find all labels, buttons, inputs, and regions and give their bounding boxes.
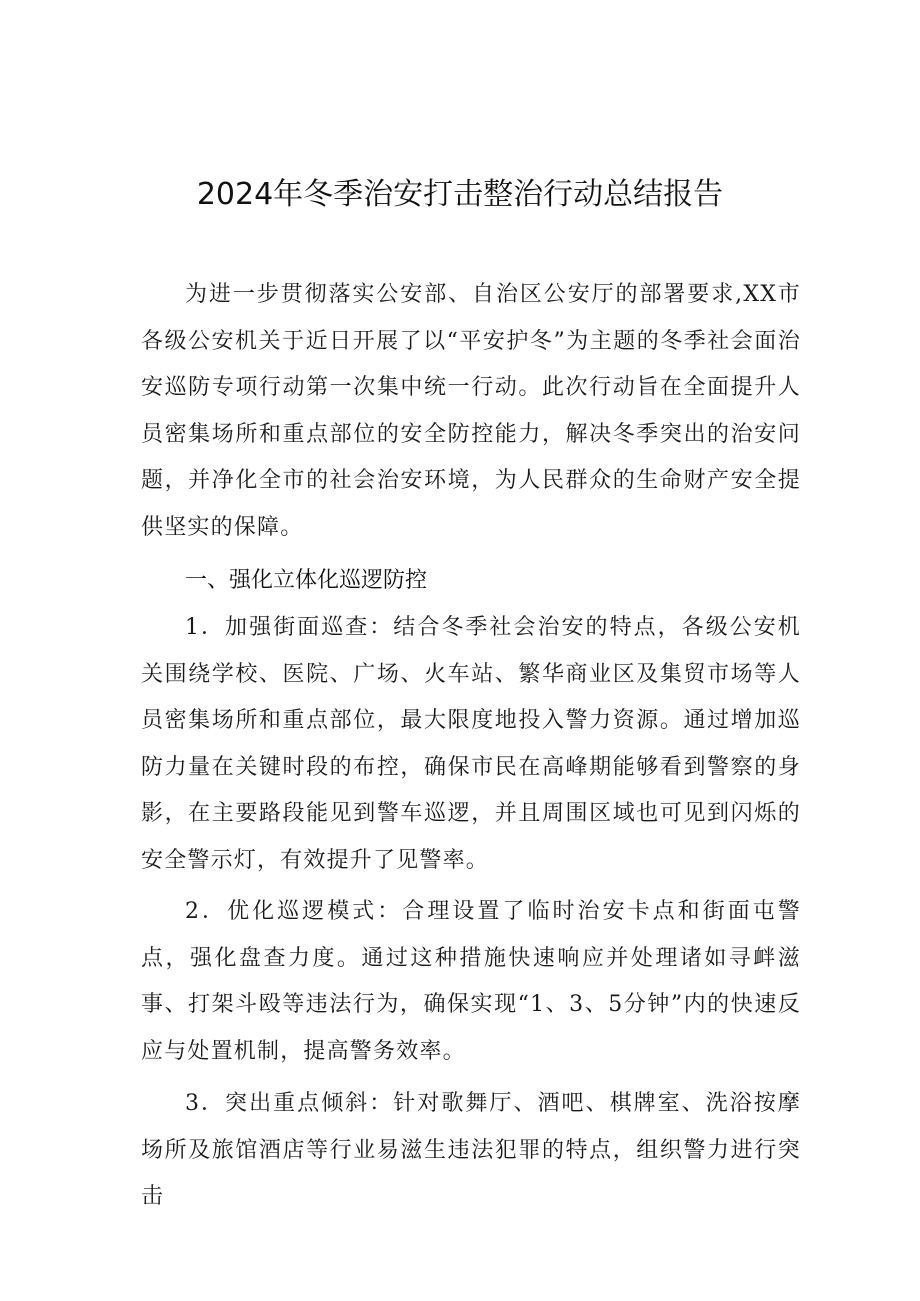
paragraph-item-3: 3．突出重点倾斜：针对歌舞厅、酒吧、棋牌室、洗浴按摩场所及旅馆酒店等行业易滋生违法犯罪的特点，组织警力进行突击 [141,1091,801,1209]
paragraph-item-2: 2．优化巡逻模式：合理设置了临时治安卡点和街面屯警点，强化盘查力度。通过这种措施快速响应并处理诸如寻衅滋事、打架斗殴等违法行为，确保实现“1、3、5分钟”内的快速反应与处置机制，提高警务效率。 [141,899,801,1064]
section-heading: 一、强化立体化巡逻防控 [185,568,428,593]
paragraph-item-1: 1．加强街面巡查：结合冬季社会治安的特点，各级公安机关围绕学校、医院、广场、火车站、繁华商业区及集贸市场等人员密集场所和重点部位，最大限度地投入警力资源。通过增加巡防力量在关键时段的布控，确保市民在高峰期能够看到警察的身影，在主要路段能见到警车巡逻，并且周围区域也可见到闪烁的安全警示灯，有效提升了见警率。 [141,615,801,873]
document-title: 2024年冬季治安打击整治行动总结报告 [196,177,724,212]
intro-paragraph: 为进一步贯彻落实公安部、自治区公安厅的部署要求,XX市各级公安机关于近日开展了以“平安护冬”为主题的冬季社会面治安巡防专项行动第一次集中统一行动。此次行动旨在全面提升人员密集场所和重点部位的安全防控能力，解决冬季突出的治安问题，并净化全市的社会治安环境，为人民群众的生命财产安全提供坚实的保障。 [141,282,801,540]
